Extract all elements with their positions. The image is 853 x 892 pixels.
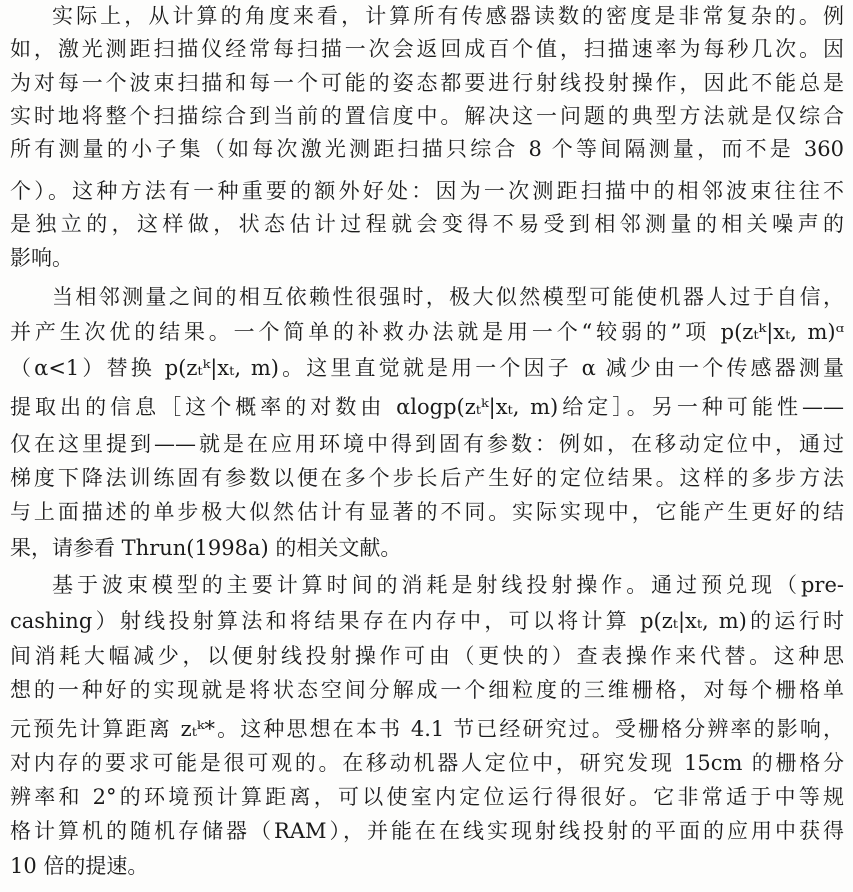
- text-line: 格计算机的随机存储器（RAM），并能在在线实现射线投射的平面的应用中获得: [10, 819, 844, 843]
- text-line: 果，请参看 Thrun(1998a) 的相关文献。: [10, 536, 402, 560]
- text-line: 并产生次优的结果。一个简单的补救办法就是用一个“较弱的”项 p(zₜᵏ|xₜ, m)ᵅ: [10, 320, 844, 344]
- text-line: 实际上，从计算的角度来看，计算所有传感器读数的密度是非常复杂的。例: [52, 4, 844, 28]
- text-line: 间消耗大幅减少，以便射线投射操作可由（更快的）查表操作来代替。这种思: [10, 644, 844, 668]
- text-line: 想的一种好的实现就是将状态空间分解成一个细粒度的三维栅格，对每个栅格单: [10, 678, 844, 702]
- text-line: 与上面描述的单步极大似然估计有显著的不同。实际实现中，它能产生更好的结: [10, 500, 844, 524]
- text-line: cashing）射线投射算法和将结果存在内存中，可以将计算 p(zₜ|xₜ, m)的运行时: [10, 609, 844, 633]
- text-line: 个）。这种方法有一种重要的额外好处：因为一次测距扫描中的相邻波束往往不: [10, 179, 844, 203]
- text-line: 梯度下降法训练固有参数以便在多个步长后产生好的定位结果。这样的多步方法: [10, 466, 844, 490]
- text-line: 辨率和 2°的环境预计算距离，可以使室内定位运行得很好。它非常适于中等规: [10, 785, 844, 809]
- text-line: 所有测量的小子集（如每次激光测距扫描只综合 8 个等间隔测量，而不是 360: [10, 137, 844, 161]
- text-line: 实时地将整个扫描综合到当前的置信度中。解决这一问题的典型方法就是仅综合: [10, 104, 844, 128]
- text-line: 对内存的要求可能是很可观的。在移动机器人定位中，研究发现 15cm 的栅格分: [10, 751, 844, 775]
- text-line: 10 倍的提速。: [10, 854, 149, 878]
- text-line: 元预先计算距离 zₜᵏ*。这种思想在本书 4.1 节已经研究过。受栅格分辨率的影响，: [10, 717, 844, 741]
- text-line: 基于波束模型的主要计算时间的消耗是射线投射操作。通过预兑现（pre-: [52, 573, 844, 597]
- text-line: 仅在这里提到——就是在应用环境中得到固有参数：例如，在移动定位中，通过: [10, 432, 844, 456]
- text-line: （α<1）替换 p(zₜᵏ|xₜ, m)。这里直觉就是用一个因子 α 减少由一个传感器测量: [10, 356, 844, 380]
- text-line: 如，激光测距扫描仪经常每扫描一次会返回成百个值，扫描速率为每秒几次。因: [10, 37, 844, 61]
- text-line: 是独立的，这样做，状态估计过程就会变得不易受到相邻测量的相关噪声的: [10, 212, 844, 236]
- text-line: 当相邻测量之间的相互依赖性很强时，极大似然模型可能使机器人过于自信，: [52, 285, 844, 309]
- text-line: 为对每一个波束扫描和每一个可能的姿态都要进行射线投射操作，因此不能总是: [10, 71, 844, 95]
- text-line: 影响。: [10, 246, 73, 270]
- text-line: 提取出的信息［这个概率的对数由 αlogp(zₜᵏ|xₜ, m)给定］。另一种可能性——: [10, 395, 844, 419]
